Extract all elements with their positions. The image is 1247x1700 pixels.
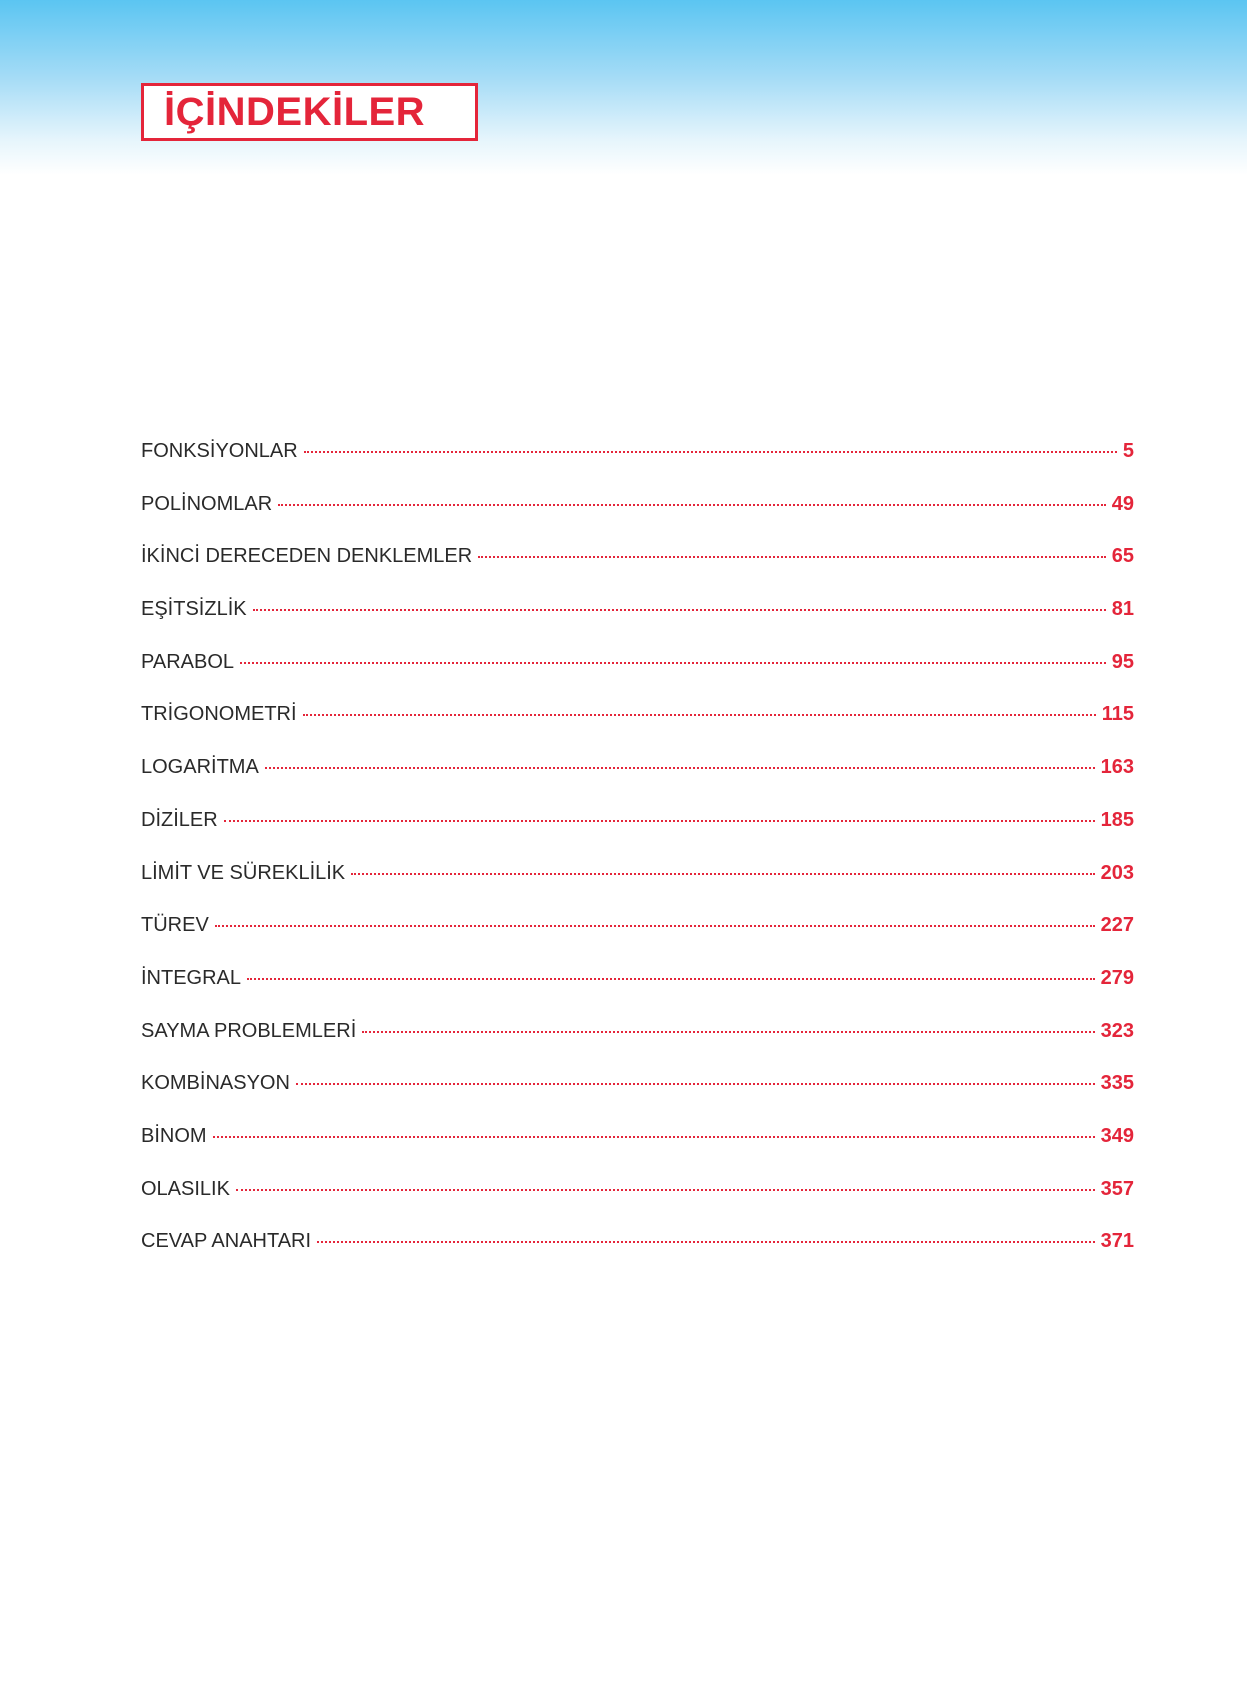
toc-entry[interactable] <box>141 651 1134 704</box>
toc-entry-page: 357 <box>1100 1177 1134 1200</box>
title-box <box>141 83 478 141</box>
dot-leader <box>296 1083 1095 1085</box>
dot-leader <box>215 925 1095 927</box>
dot-leader <box>317 1241 1095 1243</box>
toc-entry-page: 323 <box>1100 1019 1134 1042</box>
toc-entry-label: FONKSİYONLAR <box>141 440 298 462</box>
toc-entry-page: 49 <box>1111 492 1134 515</box>
toc-entry-label: SAYMA PROBLEMLERİ <box>141 1019 357 1042</box>
dot-leader <box>303 714 1096 716</box>
dot-leader <box>362 1031 1094 1033</box>
toc-entry-page: 335 <box>1100 1072 1134 1095</box>
toc-entry-page: 349 <box>1100 1124 1134 1147</box>
toc-entry[interactable] <box>141 862 1134 915</box>
toc-entry-page: 163 <box>1100 756 1134 779</box>
toc-entry-page: 5 <box>1122 440 1134 462</box>
toc-entry[interactable] <box>141 598 1134 651</box>
toc-entry-page: 227 <box>1100 914 1134 937</box>
toc-entry[interactable] <box>141 914 1134 967</box>
toc-entry-page: 115 <box>1101 703 1134 726</box>
toc-entry[interactable] <box>141 1230 1134 1283</box>
page-title: İÇİNDEKİLER <box>164 90 426 134</box>
toc-entry-label: KOMBİNASYON <box>141 1072 290 1095</box>
dot-leader <box>236 1189 1095 1191</box>
table-of-contents <box>141 440 1134 1283</box>
toc-entry-label: CEVAP ANAHTARI <box>141 1230 312 1253</box>
toc-entry[interactable] <box>141 703 1134 756</box>
toc-entry[interactable] <box>141 1072 1134 1125</box>
toc-entry-label: TÜREV <box>141 914 209 937</box>
dot-leader <box>304 451 1117 453</box>
toc-entry-label: LİMİT VE SÜREKLİLİK <box>141 861 346 884</box>
toc-entry-page: 371 <box>1100 1230 1134 1253</box>
dot-leader <box>265 767 1095 769</box>
toc-entry-label: OLASILIK <box>141 1177 230 1200</box>
toc-entry[interactable] <box>141 809 1134 862</box>
toc-entry-label: İKİNCİ DERECEDEN DENKLEMLER <box>141 545 473 568</box>
dot-leader <box>247 978 1095 980</box>
toc-entry[interactable] <box>141 493 1134 546</box>
toc-entry-label: TRİGONOMETRİ <box>141 703 297 726</box>
toc-entry-label: DİZİLER <box>141 808 218 831</box>
toc-entry[interactable] <box>141 1178 1134 1231</box>
toc-entry[interactable] <box>141 967 1134 1020</box>
toc-entry-label: EŞİTSİZLİK <box>141 598 247 621</box>
toc-entry-page: 65 <box>1111 545 1134 568</box>
dot-leader <box>224 820 1095 822</box>
toc-entry[interactable] <box>141 756 1134 809</box>
dot-leader <box>213 1136 1095 1138</box>
toc-entry-page: 185 <box>1100 808 1134 831</box>
toc-entry-label: İNTEGRAL <box>141 966 242 989</box>
toc-entry-page: 279 <box>1100 966 1134 989</box>
toc-entry-page: 203 <box>1100 861 1134 884</box>
dot-leader <box>278 504 1106 506</box>
toc-entry[interactable] <box>141 440 1134 493</box>
toc-entry-label: BİNOM <box>141 1124 207 1147</box>
toc-entry[interactable] <box>141 1125 1134 1178</box>
toc-entry-label: LOGARİTMA <box>141 756 259 779</box>
toc-entry[interactable] <box>141 1020 1134 1073</box>
toc-entry[interactable] <box>141 545 1134 598</box>
dot-leader <box>351 873 1094 875</box>
toc-entry-page: 81 <box>1111 598 1134 621</box>
toc-entry-page: 95 <box>1111 650 1134 673</box>
toc-entry-label: PARABOL <box>141 650 234 673</box>
toc-entry-label: POLİNOMLAR <box>141 492 273 515</box>
dot-leader <box>253 609 1106 611</box>
dot-leader <box>478 556 1106 558</box>
dot-leader <box>240 662 1106 664</box>
